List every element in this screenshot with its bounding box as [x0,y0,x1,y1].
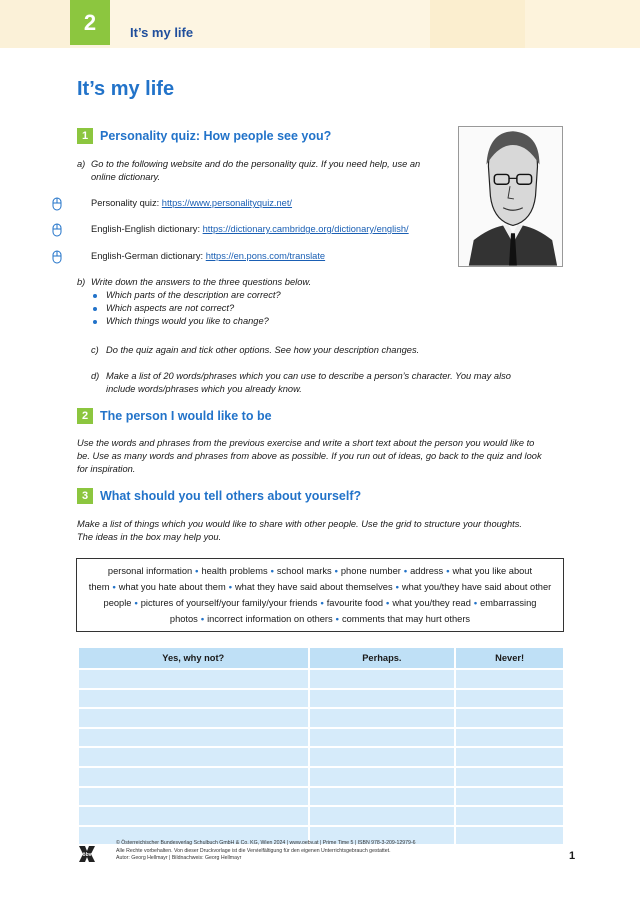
separator-dot: • [395,582,399,592]
task-d-text-line-2: include words/phrases which you already know. [106,384,302,394]
bullet-item: Which parts of the description are correct? [106,290,281,300]
page-number: 1 [569,850,576,862]
bullet-dot [93,320,97,324]
header-band-segment [0,0,70,48]
idea-item: what they have said about themselves [234,582,393,592]
link-row-german-dictionary [91,250,325,263]
grid-cell[interactable] [456,807,563,825]
task-d-text-line-1: Make a list of 20 words/phrases which you can use to describe a person’s character. You may also [106,371,511,381]
grid-cell[interactable] [79,709,308,727]
section-3-text-line-2: The ideas in the box may help you. [77,532,222,542]
bullet-dot [93,307,97,311]
grid-row [79,788,563,806]
separator-dot: • [473,598,478,608]
page-title: It’s my life [77,78,175,100]
english-dictionary-link[interactable]: https://dictionary.cambridge.org/dictionary/english/ [202,224,409,234]
separator-dot: • [228,582,232,592]
grid-cell[interactable] [79,729,308,747]
section-1-title: Personality quiz: How people see you? [100,129,332,143]
grid-cell[interactable] [79,788,308,806]
idea-item: health problems [201,566,268,576]
grid-row [79,729,563,747]
separator-dot: • [270,566,274,576]
separator-dot: • [386,598,390,608]
separator-dot: • [335,614,339,624]
idea-item: favourite food [326,598,384,608]
section-2-text-line-2: be. Use as many words and phrases from above as possible. If you run out of ideas, go back to the quiz and look [77,451,542,461]
section-2-number: 2 [77,408,93,424]
section-2-text-line-3: for inspiration. [77,464,136,474]
grid-cell[interactable] [79,690,308,708]
sharing-grid [77,646,565,846]
separator-dot: • [320,598,324,608]
mouse-icon [52,197,62,211]
task-b-label: b) [77,277,86,287]
link-row-english-dictionary [91,223,409,236]
footer-line: Autor: Georg Hellmayr | Bildnachweis: Georg Hellmayr [116,855,242,861]
separator-dot: • [134,598,138,608]
task-c-text: Do the quiz again and tick other options. See how your description changes. [106,345,420,355]
grid-row [79,748,563,766]
mouse-icon [52,223,62,237]
section-3-number: 3 [77,488,93,504]
grid-row [79,709,563,727]
idea-item: what you/they read [392,598,471,608]
grid-header-perhaps: Perhaps. [310,648,455,668]
task-c-label: c) [91,345,99,355]
idea-item: embarrassing photos [169,598,537,624]
separator-dot: • [200,614,205,624]
header-band-segment [430,0,525,48]
footer-line: © Österreichischer Bundesverlag Schulbuch GmbH & Co. KG, Wien 2024 | www.oebv.at | Prime Time 5 | ISBN 978-3-209-12979-6 [116,840,416,846]
idea-item: what you/they have said about other people [103,582,552,608]
separator-dot: • [446,566,450,576]
idea-item: address [410,566,444,576]
publisher-logo [76,842,98,866]
grid-cell[interactable] [456,709,563,727]
separator-dot: • [195,566,199,576]
idea-item: incorrect information on others [207,614,333,624]
idea-item: phone number [340,566,401,576]
separator-dot: • [403,566,408,576]
grid-row [79,768,563,786]
grid-header-yes: Yes, why not? [79,648,308,668]
link-row-personality-quiz [91,197,292,210]
mouse-icon [52,250,62,264]
unit-title: It’s my life [130,25,194,40]
grid-cell[interactable] [310,670,455,688]
section-1-number: 1 [77,128,93,144]
task-a-text-line-1: Go to the following website and do the personality quiz. If you need help, use an [91,159,421,169]
grid-cell[interactable] [456,827,563,845]
grid-cell[interactable] [310,768,455,786]
footer-line: Alle Rechte vorbehalten. Von dieser Druckvorlage ist die Vervielfältigung für den eigenen Unterrichtsgebrauch gestattet. [116,847,391,854]
grid-row [79,670,563,688]
section-3-title: What should you tell others about yourself? [100,489,362,503]
header-band-segment [525,0,640,48]
grid-cell[interactable] [79,768,308,786]
task-d-label: d) [91,371,100,381]
link-label: Personality quiz: [91,198,162,208]
link-label: English-German dictionary: [91,251,206,261]
grid-cell[interactable] [456,690,563,708]
idea-item: comments that may hurt others [341,614,471,624]
portrait-image [458,126,563,267]
grid-cell[interactable] [456,788,563,806]
grid-cell[interactable] [310,690,455,708]
ideas-box [76,558,564,632]
task-a-label: a) [77,159,86,169]
footer-copyright [116,840,416,863]
bullet-item: Which aspects are not correct? [106,303,235,313]
idea-item: school marks [276,566,332,576]
grid-cell[interactable] [456,768,563,786]
grid-cell[interactable] [456,729,563,747]
separator-dot: • [334,566,338,576]
bullet-dot [93,294,97,298]
section-2-text-line-1: Use the words and phrases from the previous exercise and write a short text about the person you would like to [77,438,535,448]
grid-cell[interactable] [310,807,455,825]
section-2-title: The person I would like to be [100,409,272,423]
grid-row [79,807,563,825]
grid-cell[interactable] [310,709,455,727]
grid-cell[interactable] [79,670,308,688]
link-label: English-English dictionary: [91,224,203,234]
idea-item: what you like about them [88,566,533,592]
section-3-text-line-1: Make a list of things which you would like to share with other people. Use the grid to structure your thoughts. [77,519,522,529]
idea-item: personal information [107,566,193,576]
grid-cell[interactable] [310,729,455,747]
bullet-item: Which things would you like to change? [106,316,269,326]
grid-cell[interactable] [310,788,455,806]
grid-cell[interactable] [79,748,308,766]
idea-item: what you hate about them [118,582,226,592]
task-a-text-line-2: online dictionary. [91,172,161,182]
grid-cell[interactable] [456,670,563,688]
publisher-logo-text: öbv [82,852,92,858]
german-dictionary-link[interactable]: https://en.pons.com/translate [205,251,326,261]
grid-row [79,690,563,708]
grid-cell[interactable] [456,748,563,766]
grid-header-never: Never! [456,648,563,668]
unit-number-badge: 2 [70,0,110,45]
task-b-text: Write down the answers to the three questions below. [91,277,312,287]
personality-quiz-link[interactable]: https://www.personalityquiz.net/ [161,198,293,208]
idea-item: pictures of yourself/your family/your friends [140,598,318,608]
separator-dot: • [112,582,116,592]
grid-cell[interactable] [79,807,308,825]
grid-cell[interactable] [310,748,455,766]
header-band-segment [110,0,430,48]
